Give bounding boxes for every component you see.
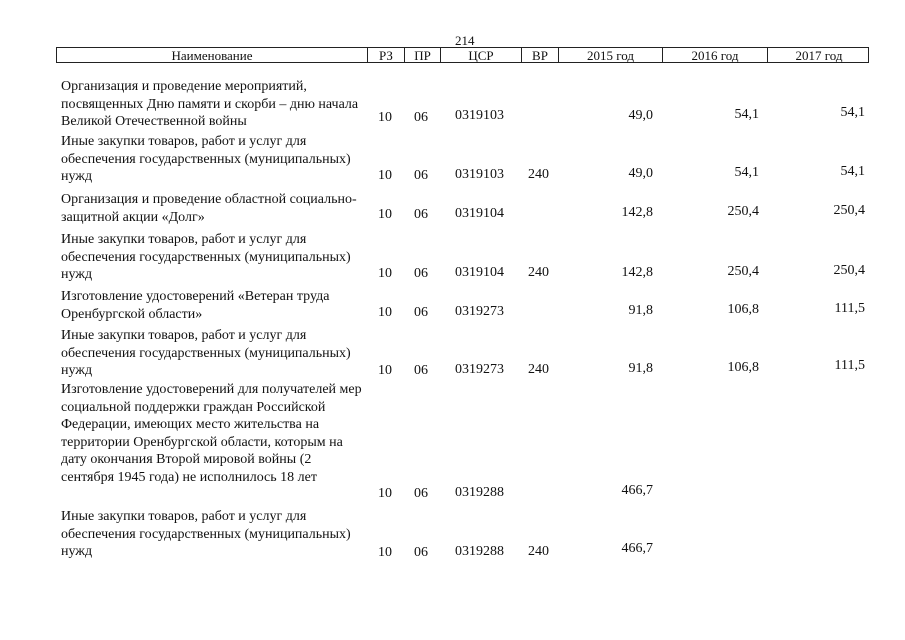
row-name: Изготовление удостоверений для получателей мер социальной поддержки граждан Российской Федерации, имеющих место жительства на территории Оренбургской области, которым на дату окончания Второй мировой войны (2 сентября 1945 года) не исполнилось 18 лет <box>61 382 362 485</box>
header-pr: ПР <box>405 48 441 62</box>
row-2015: 142,8 <box>621 265 653 280</box>
header-2016: 2016 год <box>663 48 768 62</box>
row-name: Организация и проведение мероприятий, посвященных Дню памяти и скорби – дню начала Великой Отечественной войны <box>61 79 359 129</box>
row-2017: 250,4 <box>833 263 865 278</box>
row-2015: 466,7 <box>621 541 653 556</box>
header-rz: РЗ <box>368 48 405 62</box>
header-2017: 2017 год <box>795 47 843 63</box>
row-pr: 06 <box>414 545 428 560</box>
row-pr: 06 <box>414 305 428 320</box>
row-2017: 54,1 <box>840 105 865 120</box>
row-vr: 240 <box>528 362 549 377</box>
row-pr: 06 <box>414 168 428 183</box>
row-pr: 06 <box>414 207 428 222</box>
row-csr: 0319273 <box>455 362 504 377</box>
row-vr: 240 <box>528 167 549 182</box>
row-2016: 106,8 <box>727 360 759 375</box>
row-pr: 06 <box>414 110 428 125</box>
row-rz: 10 <box>378 207 392 222</box>
row-csr: 0319104 <box>455 206 504 221</box>
row-name: Организация и проведение областной социально-защитной акции «Долг» <box>61 192 357 225</box>
row-name: Изготовление удостоверений «Ветеран труда Оренбургской области» <box>61 289 330 322</box>
row-csr: 0319103 <box>455 108 504 123</box>
header-name: Наименование <box>57 48 368 62</box>
row-pr: 06 <box>414 363 428 378</box>
row-2016: 106,8 <box>727 302 759 317</box>
row-rz: 10 <box>378 266 392 281</box>
table-header <box>56 47 869 63</box>
row-csr: 0319103 <box>455 167 504 182</box>
row-2015: 49,0 <box>628 108 653 123</box>
row-rz: 10 <box>378 305 392 320</box>
row-vr: 240 <box>528 265 549 280</box>
row-rz: 10 <box>378 110 392 125</box>
row-csr: 0319288 <box>455 485 504 500</box>
row-rz: 10 <box>378 363 392 378</box>
row-2015: 91,8 <box>628 361 653 376</box>
header-csr: ЦСР <box>441 48 522 62</box>
row-2016: 54,1 <box>734 107 759 122</box>
header-2015: 2015 год <box>559 48 663 62</box>
row-2016: 54,1 <box>734 165 759 180</box>
row-rz: 10 <box>378 545 392 560</box>
row-2017: 111,5 <box>834 358 865 373</box>
row-2017: 54,1 <box>840 164 865 179</box>
row-csr: 0319273 <box>455 304 504 319</box>
row-2015: 466,7 <box>621 483 653 498</box>
row-rz: 10 <box>378 168 392 183</box>
row-2016: 250,4 <box>727 264 759 279</box>
row-name: Иные закупки товаров, работ и услуг для обеспечения государственных (муниципальных) нужд <box>61 134 351 184</box>
row-name: Иные закупки товаров, работ и услуг для обеспечения государственных (муниципальных) нужд <box>61 509 351 559</box>
row-name: Иные закупки товаров, работ и услуг для обеспечения государственных (муниципальных) нужд <box>61 328 351 378</box>
row-2015: 49,0 <box>628 166 653 181</box>
header-vr: ВР <box>522 48 559 62</box>
row-2015: 142,8 <box>621 205 653 220</box>
page-number: 214 <box>455 33 475 48</box>
row-name: Иные закупки товаров, работ и услуг для обеспечения государственных (муниципальных) нужд <box>61 232 351 282</box>
row-csr: 0319104 <box>455 265 504 280</box>
row-2015: 91,8 <box>628 303 653 318</box>
row-pr: 06 <box>414 486 428 501</box>
row-2016: 250,4 <box>727 204 759 219</box>
row-pr: 06 <box>414 266 428 281</box>
row-csr: 0319288 <box>455 544 504 559</box>
row-rz: 10 <box>378 486 392 501</box>
row-vr: 240 <box>528 544 549 559</box>
row-2017: 111,5 <box>834 301 865 316</box>
row-2017: 250,4 <box>833 203 865 218</box>
